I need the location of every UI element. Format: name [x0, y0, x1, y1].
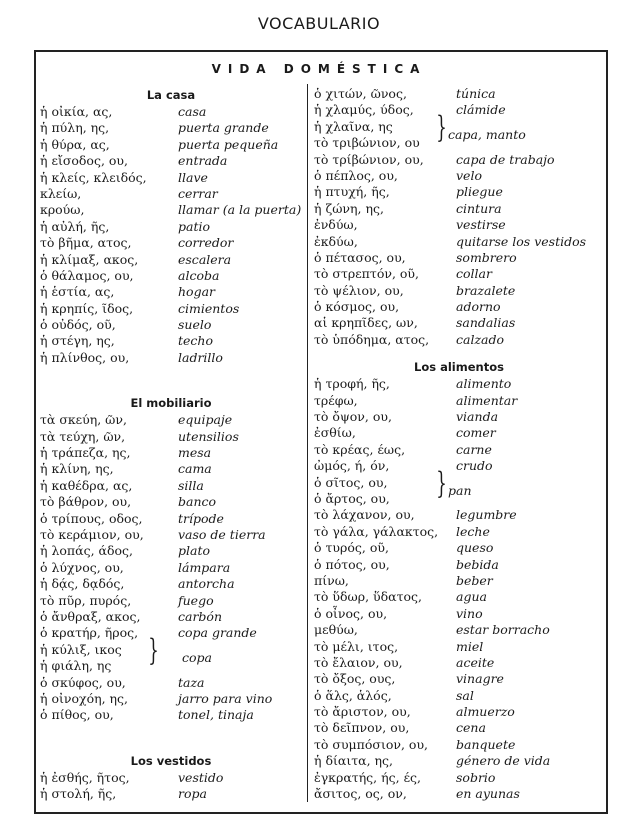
greek-term: ἡ τράπεζα, ης,: [40, 445, 131, 461]
spanish-translation: plato: [178, 543, 211, 559]
brace-symbol: }: [148, 632, 159, 668]
vocab-row: [314, 491, 604, 507]
greek-term: τὸ κρέας, έως,: [314, 441, 406, 457]
spanish-translation: lámpara: [178, 559, 231, 575]
vocab-row: [314, 720, 604, 736]
greek-term: τὸ λάχανον, ου,: [314, 507, 415, 523]
vocab-row: [314, 737, 604, 753]
greek-term: τὸ πῦρ, πυρός,: [40, 592, 132, 608]
greek-term: τὰ τεύχη, ῶν,: [40, 428, 126, 444]
vocab-row: [40, 461, 302, 477]
spanish-translation: hogar: [178, 284, 216, 300]
vocab-row: [314, 688, 604, 704]
spanish-translation: ropa: [178, 786, 207, 802]
spanish-translation: cena: [456, 720, 486, 736]
section-title: El mobiliario: [130, 396, 212, 411]
greek-term: τὸ ἔλαιον, ου,: [314, 654, 403, 670]
vocab-row: [40, 268, 302, 284]
vocab-row: [314, 315, 604, 331]
greek-term: ὁ πέπλος, ου,: [314, 167, 398, 183]
vocab-row: [40, 317, 302, 333]
greek-term: ἡ κρηπίς, ῖδος,: [40, 300, 134, 316]
vocab-row: [40, 593, 302, 609]
greek-term: ἐνδύω,: [314, 217, 358, 233]
vocab-row: [314, 557, 604, 573]
vocab-row: [314, 217, 604, 233]
spanish-translation: sobrio: [456, 769, 496, 785]
section-title: Los alimentos: [414, 360, 504, 375]
greek-term: κρούω,: [40, 202, 85, 218]
vocab-row: [40, 301, 302, 317]
vocab-row: [314, 234, 604, 250]
spanish-translation: quitarse los vestidos: [456, 233, 587, 249]
vocab-row: [314, 409, 604, 425]
spanish-translation: leche: [456, 523, 490, 539]
spanish-translation: comer: [456, 425, 496, 441]
spanish-translation: trípode: [178, 510, 224, 526]
vocab-row: [40, 543, 302, 559]
vocab-row: [40, 120, 302, 136]
brace-symbol: }: [436, 109, 447, 145]
greek-term: ὁ οἶνος, ου,: [314, 605, 388, 621]
vocab-row: [40, 609, 302, 625]
spanish-translation: bebida: [456, 556, 499, 572]
vocab-row: [40, 219, 302, 235]
spanish-translation: vestirse: [456, 217, 506, 233]
vocab-row: [40, 202, 302, 218]
vocab-row: [314, 655, 604, 671]
spanish-translation: silla: [178, 477, 204, 493]
vocab-row: [314, 770, 604, 786]
greek-term: τὸ ἄριστον, ου,: [314, 704, 411, 720]
vocab-row: [314, 442, 604, 458]
vocab-row: [314, 540, 604, 556]
spanish-translation: vaso de tierra: [178, 526, 266, 542]
vocab-row: [314, 168, 604, 184]
spanish-translation: cama: [178, 461, 212, 477]
greek-term: ἡ οἰκία, ας,: [40, 104, 113, 119]
spanish-translation: aceite: [456, 654, 495, 670]
spanish-translation: agua: [456, 589, 487, 605]
vocab-row: [40, 527, 302, 543]
page-title: VOCABULARIO: [257, 14, 381, 33]
right-column: [314, 86, 604, 802]
greek-term: ἡ κλίμαξ, ακος,: [40, 251, 139, 267]
greek-term: ὠμός, ή, όν,: [314, 458, 390, 474]
spanish-translation: puerta pequeña: [178, 136, 279, 152]
vocab-row: [40, 658, 302, 674]
spanish-translation: llave: [178, 169, 208, 185]
spanish-translation: puerta grande: [178, 120, 269, 136]
greek-term: ἡ αὐλή, ῆς,: [40, 218, 110, 234]
vocab-row: [314, 135, 604, 151]
greek-term: ἐσθίω,: [314, 425, 356, 441]
greek-term: τὸ βάθρον, ου,: [40, 494, 132, 510]
greek-term: ἡ χλαῖνα, ης: [314, 118, 393, 134]
greek-term: τὸ συμπόσιον, ου,: [314, 736, 429, 752]
greek-term: ὁ κρατήρ, ῆρος,: [40, 625, 139, 641]
spanish-translation: utensilios: [178, 428, 239, 444]
spanish-translation: carne: [456, 441, 492, 457]
vocab-row: [314, 753, 604, 769]
vocab-row: [314, 266, 604, 282]
spanish-translation: crudo: [456, 458, 493, 474]
greek-term: ἡ δίαιτα, ης,: [314, 753, 393, 769]
spanish-translation: género de vida: [456, 753, 551, 769]
spanish-translation: entrada: [178, 153, 228, 169]
greek-term: ἡ φιάλη, ης: [40, 658, 112, 674]
vocab-row: [314, 376, 604, 392]
spanish-translation: vinagre: [456, 671, 504, 687]
brace-translation: copa: [182, 649, 212, 665]
greek-term: τὸ τριβώνιον, ου: [314, 135, 420, 151]
vocab-row: [40, 625, 302, 641]
spanish-translation: patio: [178, 218, 211, 234]
vocab-row: [40, 786, 302, 802]
greek-term: τὸ ψέλιον, ου,: [314, 282, 404, 298]
vocab-row: [314, 425, 604, 441]
spanish-translation: vino: [456, 605, 483, 621]
vocab-row: [40, 252, 302, 268]
greek-term: πίνω,: [314, 572, 349, 588]
spanish-translation: adorno: [456, 299, 501, 315]
spanish-translation: túnica: [456, 86, 496, 101]
vocab-row: [40, 478, 302, 494]
greek-term: ἡ τροφή, ῆς,: [314, 376, 390, 392]
vocab-row: [314, 524, 604, 540]
greek-term: ἡ ἑστία, ας,: [40, 284, 115, 300]
greek-term: ὁ ἄνθραξ, ακος,: [40, 608, 141, 624]
greek-term: ἡ πύλη, ης,: [40, 120, 110, 136]
vocab-row: [314, 332, 604, 348]
greek-term: αἱ κρηπῖδες, ων,: [314, 315, 418, 331]
spanish-translation: queso: [456, 540, 494, 556]
vocab-row: [314, 622, 604, 638]
vocab-row: [40, 770, 302, 786]
spanish-translation: capa de trabajo: [456, 151, 555, 167]
vocab-row: [314, 299, 604, 315]
spanish-translation: cintura: [456, 200, 502, 216]
greek-term: ὁ τυρός, οῦ,: [314, 540, 389, 556]
spanish-translation: antorcha: [178, 576, 235, 592]
vocab-row: [314, 393, 604, 409]
vocab-row: [40, 691, 302, 707]
spanish-translation: cerrar: [178, 185, 218, 201]
greek-term: τὸ μέλι, ιτος,: [314, 638, 399, 654]
vocab-row: [40, 494, 302, 510]
greek-term: τὰ σκεύη, ῶν,: [40, 412, 127, 428]
spanish-translation: tonel, tinaja: [178, 707, 254, 723]
vocab-row: [314, 201, 604, 217]
spanish-translation: miel: [456, 638, 484, 654]
greek-term: ἐγκρατής, ής, ές,: [314, 769, 422, 785]
brace-translation: pan: [448, 482, 472, 498]
greek-term: ἡ δᾴς, δᾳδός,: [40, 576, 125, 592]
vocab-row: [314, 184, 604, 200]
vocab-row: [40, 333, 302, 349]
greek-term: τὸ ὄψον, ου,: [314, 409, 392, 425]
greek-term: ὁ οὐδός, οῦ,: [40, 317, 116, 333]
greek-term: ἡ κλίνη, ης,: [40, 461, 114, 477]
vocab-row: [314, 606, 604, 622]
spanish-translation: collar: [456, 266, 492, 282]
greek-term: μεθύω,: [314, 622, 358, 638]
vocab-row: [40, 412, 302, 428]
spanish-translation: taza: [178, 674, 205, 690]
vocab-row: [40, 284, 302, 300]
greek-term: τὸ στρεπτόν, οῦ,: [314, 266, 419, 282]
vocab-row: [40, 186, 302, 202]
greek-term: ἡ θύρα, ας,: [40, 136, 110, 152]
greek-term: ἐκδύω,: [314, 233, 358, 249]
vocab-row: [40, 429, 302, 445]
brace-translation: capa, manto: [448, 126, 526, 142]
greek-term: ὁ χιτών, ῶνος,: [314, 86, 407, 101]
spanish-translation: beber: [456, 572, 493, 588]
spanish-translation: en ayunas: [456, 786, 520, 802]
spanish-translation: ladrillo: [178, 349, 223, 365]
spanish-translation: velo: [456, 167, 482, 183]
vocab-row: [314, 458, 604, 474]
greek-term: ἡ στέγη, ης,: [40, 333, 115, 349]
vocab-row: [40, 235, 302, 251]
greek-term: ἡ χλαμύς, ύδος,: [314, 102, 414, 118]
vocab-row: [40, 153, 302, 169]
greek-term: τὸ γάλα, γάλακτος,: [314, 523, 439, 539]
greek-term: ἡ οἰνοχόη, ης,: [40, 690, 129, 706]
greek-term: ἡ εἴσοδος, ου,: [40, 153, 128, 169]
vocab-row: [40, 104, 302, 120]
greek-term: ἡ ἐσθής, ῆτος,: [40, 769, 130, 785]
spanish-translation: carbón: [178, 608, 223, 624]
greek-term: ὁ ἅλς, ἁλός,: [314, 687, 392, 703]
section-banner: VIDA DOMÉSTICA: [211, 62, 427, 76]
greek-term: τὸ δεῖπνον, ου,: [314, 720, 410, 736]
vocab-row: [314, 152, 604, 168]
vocab-row: [40, 707, 302, 723]
greek-term: τὸ βῆμα, ατος,: [40, 235, 132, 251]
spanish-translation: equipaje: [178, 412, 233, 428]
spanish-translation: cimientos: [178, 300, 240, 316]
section-title: Los vestidos: [130, 753, 212, 768]
greek-term: τὸ ὄξος, ους,: [314, 671, 396, 687]
vocab-row: [314, 704, 604, 720]
spanish-translation: sal: [456, 687, 474, 703]
spanish-translation: banquete: [456, 736, 516, 752]
vocab-row: [314, 507, 604, 523]
spanish-translation: suelo: [178, 317, 212, 333]
spanish-translation: alcoba: [178, 267, 220, 283]
greek-term: ἡ καθέδρα, ας,: [40, 477, 133, 493]
greek-term: ἡ πλίνθος, ου,: [40, 349, 130, 365]
brace-symbol: }: [436, 465, 447, 501]
greek-term: ὁ πέτασος, ου,: [314, 249, 406, 265]
spanish-translation: estar borracho: [456, 622, 550, 638]
spanish-translation: casa: [178, 104, 207, 119]
spanish-translation: vianda: [456, 409, 499, 425]
vocab-row: [314, 671, 604, 687]
vocab-row: [40, 350, 302, 366]
greek-term: ὁ θάλαμος, ου,: [40, 267, 134, 283]
greek-term: ὁ τρίπους, οδος,: [40, 510, 143, 526]
greek-term: τὸ ὑπόδημα, ατος,: [314, 331, 430, 347]
vocab-row: [40, 137, 302, 153]
spanish-translation: techo: [178, 333, 213, 349]
vocab-row: [40, 560, 302, 576]
vocab-row: [40, 675, 302, 691]
left-column: [40, 86, 302, 802]
spanish-translation: alimento: [456, 376, 512, 392]
spanish-translation: clámide: [456, 102, 506, 118]
spanish-translation: vestido: [178, 769, 224, 785]
spanish-translation: alimentar: [456, 392, 518, 408]
greek-term: τρέφω,: [314, 392, 358, 408]
vocab-row: [314, 283, 604, 299]
greek-term: ἡ στολή, ῆς,: [40, 786, 117, 802]
vocab-row: [40, 511, 302, 527]
greek-term: ὁ πίθος, ου,: [40, 707, 114, 723]
greek-term: ἡ κλείς, κλειδός,: [40, 169, 147, 185]
greek-term: τὸ κεράμιον, ου,: [40, 526, 144, 542]
spanish-translation: brazalete: [456, 282, 516, 298]
vocab-row: [314, 589, 604, 605]
spanish-translation: sandalias: [456, 315, 516, 331]
spanish-translation: jarro para vino: [178, 690, 273, 706]
greek-term: ἡ ζώνη, ης,: [314, 200, 384, 216]
greek-term: ὁ ἄρτος, ου,: [314, 490, 390, 506]
section-title: La casa: [146, 88, 196, 102]
greek-term: ὁ σκύφος, ου,: [40, 674, 126, 690]
vocab-row: [314, 639, 604, 655]
vocab-row: [314, 102, 604, 118]
spanish-translation: escalera: [178, 251, 232, 267]
vocab-row: [314, 786, 604, 802]
column-divider: [307, 84, 308, 802]
vocab-row: [314, 250, 604, 266]
greek-term: τὸ ὕδωρ, ὕδατος,: [314, 589, 423, 605]
vocab-row: [40, 576, 302, 592]
greek-term: ὁ σῖτος, ου,: [314, 474, 388, 490]
vocab-row: [314, 573, 604, 589]
greek-term: ὁ κόσμος, ου,: [314, 299, 400, 315]
greek-term: ὁ πότος, ου,: [314, 556, 390, 572]
greek-term: τὸ τρίβώνιον, ου,: [314, 151, 424, 167]
spanish-translation: fuego: [178, 592, 214, 608]
greek-term: ἄσιτος, ος, ον,: [314, 786, 407, 802]
spanish-translation: almuerzo: [456, 704, 515, 720]
greek-term: ὁ λύχνος, ου,: [40, 559, 124, 575]
spanish-translation: copa grande: [178, 625, 257, 641]
spanish-translation: legumbre: [456, 507, 517, 523]
spanish-translation: banco: [178, 494, 217, 510]
spanish-translation: calzado: [456, 331, 505, 347]
spanish-translation: corredor: [178, 235, 234, 251]
greek-term: ἡ λοπάς, άδος,: [40, 543, 133, 559]
vocab-row: [314, 86, 604, 102]
spanish-translation: llamar (a la puerta): [178, 202, 302, 218]
spanish-translation: pliegue: [456, 184, 503, 200]
spanish-translation: mesa: [178, 445, 212, 461]
greek-term: ἡ κύλιξ, ικος: [40, 641, 122, 657]
vocab-row: [40, 445, 302, 461]
greek-term: κλείω,: [40, 185, 82, 201]
spanish-translation: sombrero: [456, 249, 517, 265]
vocab-row: [40, 170, 302, 186]
greek-term: ἡ πτυχή, ῆς,: [314, 184, 390, 200]
